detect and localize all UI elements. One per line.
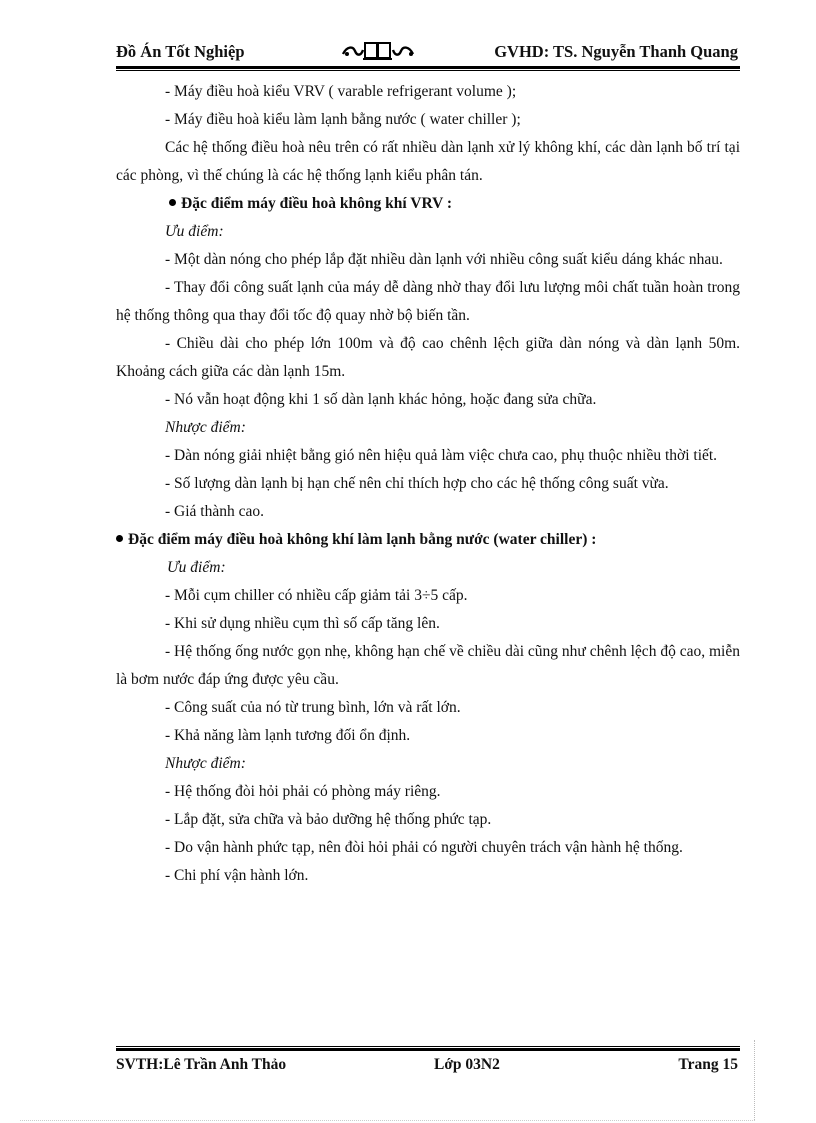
page-footer [116,1056,740,1078]
section-heading-vrv [116,190,740,218]
page-edge [754,1040,756,1120]
list-item: - Chiều dài cho phép lớn 100m và độ cao chênh lệch giữa dàn nóng và dàn lạnh 50m. Khoảng cách giữa các dàn lạnh 15m. [116,335,740,380]
list-item: - Do vận hành phức tạp, nên đòi hỏi phải có người chuyên trách vận hành hệ thống. [165,839,683,856]
header-rule [116,66,740,72]
list-item: - Thay đổi công suất lạnh của máy dễ dàng nhờ thay đổi lưu lượng môi chất tuần hoàn trong hệ thống thông qua thay đổi tốc độ quay nhờ bộ biến tần. [116,279,740,324]
list-item: - Máy điều hoà kiểu làm lạnh bằng nước ( water chiller ); [165,111,521,128]
header-title: Đồ Án Tốt Nghiệp [116,42,245,61]
list-item: - Chi phí vận hành lớn. [165,867,309,884]
bullet-icon [116,535,123,542]
list-item: - Công suất của nó từ trung bình, lớn và rất lớn. [165,699,461,716]
list-item: - Dàn nóng giải nhiệt bằng gió nên hiệu quả làm việc chưa cao, phụ thuộc nhiều thời tiết. [165,447,718,464]
footer-class: Lớp 03N2 [434,1056,500,1073]
section-heading-text: Đặc điểm máy điều hoà không khí làm lạnh bằng nước (water chiller) : [128,531,597,548]
subheading-advantages: Ưu điểm: [165,223,224,240]
list-item: - Lắp đặt, sửa chữa và bảo dưỡng hệ thống phức tạp. [165,811,492,828]
page-header [116,38,740,66]
footer-page-number: Trang 15 [678,1056,738,1073]
list-item: - Nó vẫn hoạt động khi 1 số dàn lạnh khác hỏng, hoặc đang sửa chữa. [165,391,597,408]
section-heading-text: Đặc điểm máy điều hoà không khí VRV : [181,195,453,212]
subheading-advantages: Ưu điểm: [167,559,226,576]
bullet-icon [169,199,176,206]
list-item: - Hệ thống ống nước gọn nhẹ, không hạn chế về chiều dài cũng như chênh lệch độ cao, miễn là bơm nước đáp ứng được yêu cầu. [116,643,740,688]
list-item: - Một dàn nóng cho phép lắp đặt nhiều dàn lạnh với nhiều công suất kiểu dáng khác nhau. [165,251,723,268]
subheading-disadvantages: Nhược điểm: [165,419,246,436]
list-item: - Hệ thống đòi hỏi phải có phòng máy riêng. [165,783,441,800]
page-edge [20,1120,755,1122]
list-item: - Số lượng dàn lạnh bị hạn chế nên chỉ thích hợp cho các hệ thống công suất vừa. [165,475,669,492]
footer-student: SVTH:Lê Trần Anh Thảo [116,1056,287,1073]
page-content [116,78,740,890]
paragraph: Các hệ thống điều hoà nêu trên có rất nhiều dàn lạnh xử lý không khí, các dàn lạnh bố trí tại các phòng, vì thế chúng là các hệ thống lạnh kiểu phân tán. [116,139,740,184]
subheading-disadvantages: Nhược điểm: [165,755,246,772]
list-item: - Giá thành cao. [165,503,264,520]
list-item: - Khi sử dụng nhiều cụm thì số cấp tăng lên. [165,615,440,632]
list-item: - Mỗi cụm chiller có nhiều cấp giảm tải 3÷5 cấp. [165,587,468,604]
header-advisor: GVHD: TS. Nguyễn Thanh Quang [494,42,738,61]
list-item: - Khả năng làm lạnh tương đối ổn định. [165,727,411,744]
list-item: - Máy điều hoà kiểu VRV ( varable refrigerant volume ); [165,83,517,100]
section-heading-chiller [116,526,740,554]
book-ornament-icon [341,40,417,62]
footer-rule [116,1046,740,1052]
